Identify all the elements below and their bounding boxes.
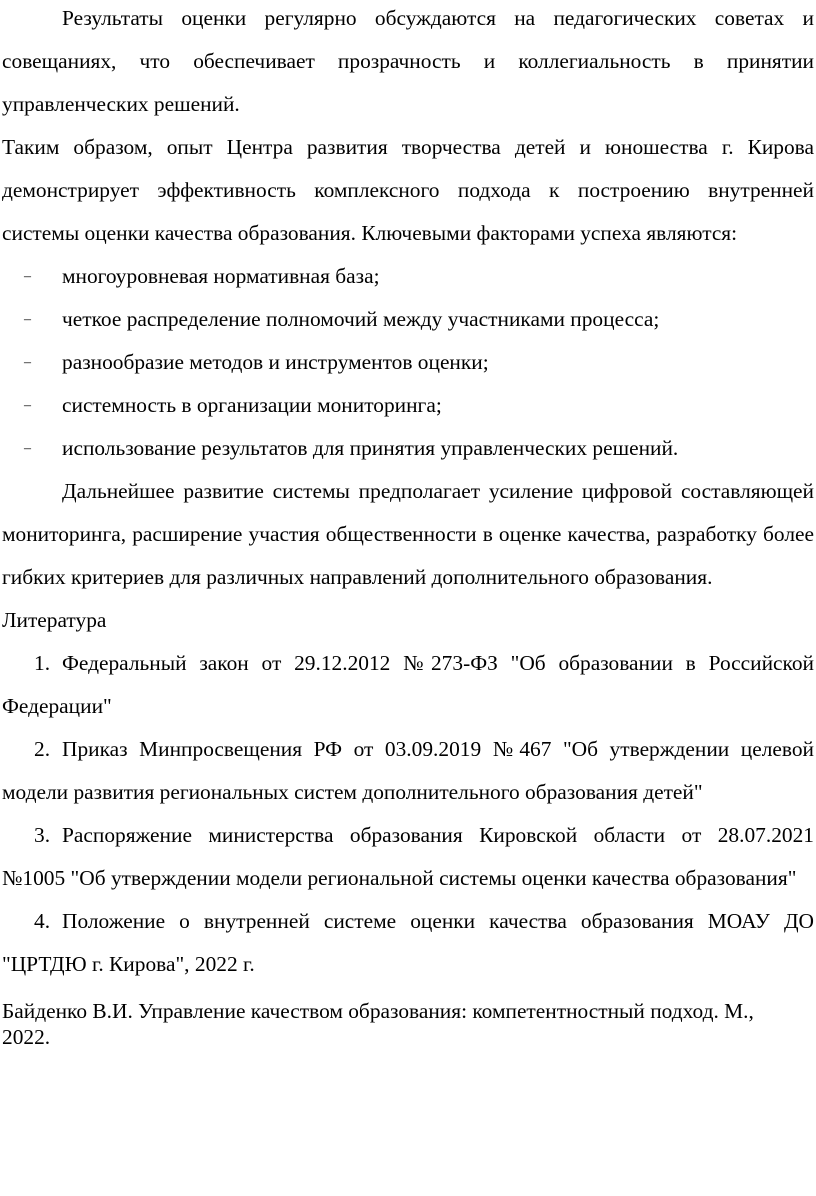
list-item-text: четкое распределение полномочий между участниками процесса; — [62, 307, 660, 331]
reference-number: 4. — [34, 909, 51, 933]
references-heading: Литература — [2, 608, 107, 632]
reference-item — [2, 642, 814, 728]
reference-text: Приказ Минпросвещения РФ от 03.09.2019 №467 "Об утверждении целевой модели развития региональных систем дополнительного образования детей" — [2, 737, 814, 804]
reference-text: Распоряжение министерства образования Кировской области от 28.07.2021 №1005 "Об утверждении модели региональной системы оценки качества образования" — [2, 823, 814, 890]
reference-item — [2, 900, 814, 986]
reference-item-unnumbered: Байденко В.И. Управление качеством образования: компетентностный подход. М., 2022. — [2, 999, 754, 1049]
list-item-text: системность в организации мониторинга; — [62, 393, 442, 417]
document-page — [2, 0, 814, 1050]
reference-number: 3. — [34, 823, 51, 847]
reference-text: Федеральный закон от 29.12.2012 №273-ФЗ "Об образовании в Российской Федерации" — [2, 651, 814, 718]
bullet-dash: – — [24, 398, 31, 413]
bullet-dash: – — [24, 269, 31, 284]
list-item-text: разнообразие методов и инструментов оценки; — [62, 350, 489, 374]
reference-number: 1. — [34, 651, 51, 675]
paragraph-future-development: Дальнейшее развитие системы предполагает усиление цифровой составляющей мониторинга, расширение участия общественности в оценке качества, разработку более гибких критериев для различных направлений дополнительного образования. — [2, 479, 814, 589]
paragraph-evaluation-discussion: Результаты оценки регулярно обсуждаются на педагогических советах и совещаниях, что обеспечивает прозрачность и коллегиальность в принятии управленческих решений. — [2, 6, 814, 116]
list-item — [2, 255, 814, 298]
reference-item — [2, 814, 814, 900]
reference-text: Положение о внутренней системе оценки качества образования МОАУ ДО "ЦРТДЮ г. Кирова", 2022 г. — [2, 909, 814, 976]
success-factors-list — [2, 255, 814, 470]
list-item-text: многоуровневая нормативная база; — [62, 264, 380, 288]
list-item — [2, 341, 814, 384]
list-item-text: использование результатов для принятия управленческих решений. — [62, 436, 679, 460]
list-item — [2, 427, 814, 470]
bullet-dash: – — [24, 355, 31, 370]
reference-item — [2, 728, 814, 814]
list-item — [2, 384, 814, 427]
reference-number: 2. — [34, 737, 51, 761]
bullet-dash: – — [24, 312, 31, 327]
paragraph-conclusion: Таким образом, опыт Центра развития творчества детей и юношества г. Кирова демонстрирует эффективность комплексного подхода к построению внутренней системы оценки качества образования. Ключевыми факторами успеха являются: — [2, 135, 814, 245]
list-item — [2, 298, 814, 341]
bullet-dash: – — [24, 441, 31, 456]
